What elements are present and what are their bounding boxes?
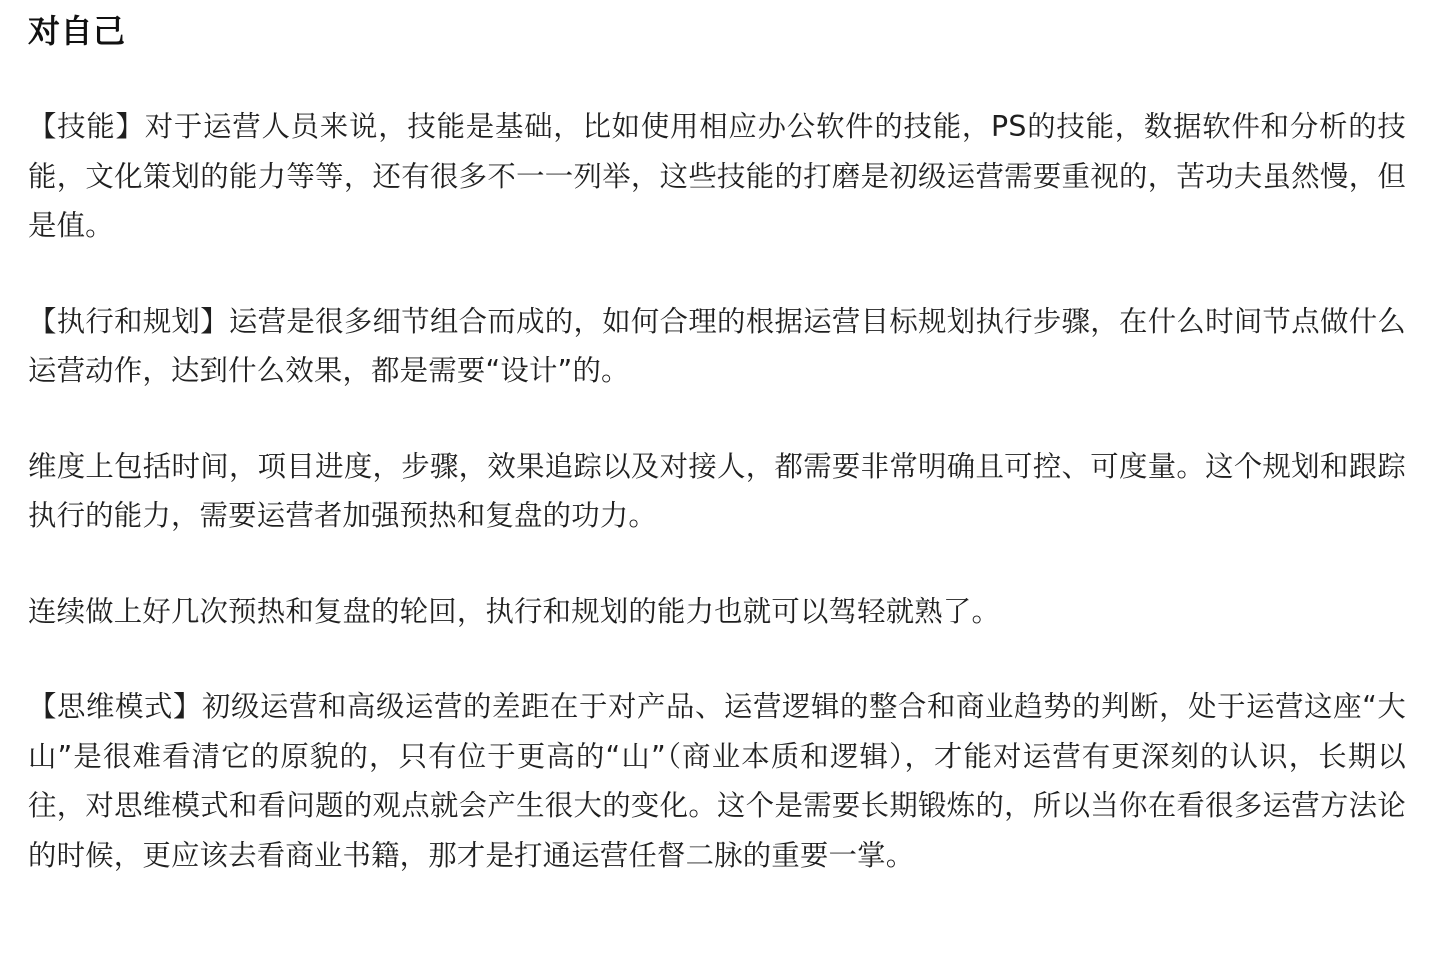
- section-heading: 对自己: [28, 12, 126, 50]
- spacer: [28, 56, 1406, 102]
- paragraph-skills: 【技能】对于运营人员来说，技能是基础，比如使用相应办公软件的技能，PS的技能，数据软件和分析的技能，文化策划的能力等等，还有很多不一一列举，这些技能的打磨是初级运营需要重视的，苦功夫虽然慢，但是值。: [28, 110, 1406, 242]
- spacer: [28, 251, 1406, 297]
- spacer: [28, 396, 1406, 442]
- paragraph-mindset: 【思维模式】初级运营和高级运营的差距在于对产品、运营逻辑的整合和商业趋势的判断，处于运营这座“大山”是很难看清它的原貌的，只有位于更高的“山”（商业本质和逻辑），才能对运营有更深刻的认识，长期以往，对思维模式和看问题的观点就会产生很大的变化。这个是需要长期锻炼的，所以当你在看很多运营方法论的时候，更应该去看商业书籍，那才是打通运营任督二脉的重要一掌。: [28, 690, 1406, 872]
- paragraph-dimensions: 维度上包括时间，项目进度，步骤，效果追踪以及对接人，都需要非常明确且可控、可度量。这个规划和跟踪执行的能力，需要运营者加强预热和复盘的功力。: [28, 449, 1406, 532]
- spacer: [28, 541, 1406, 587]
- paragraph-execution-planning: 【执行和规划】运营是很多细节组合而成的，如何合理的根据运营目标规划执行步骤，在什么时间节点做什么运营动作，达到什么效果，都是需要“设计”的。: [28, 304, 1406, 387]
- spacer: [28, 636, 1406, 682]
- paragraph-iteration: 连续做上好几次预热和复盘的轮回，执行和规划的能力也就可以驾轻就熟了。: [28, 594, 1001, 628]
